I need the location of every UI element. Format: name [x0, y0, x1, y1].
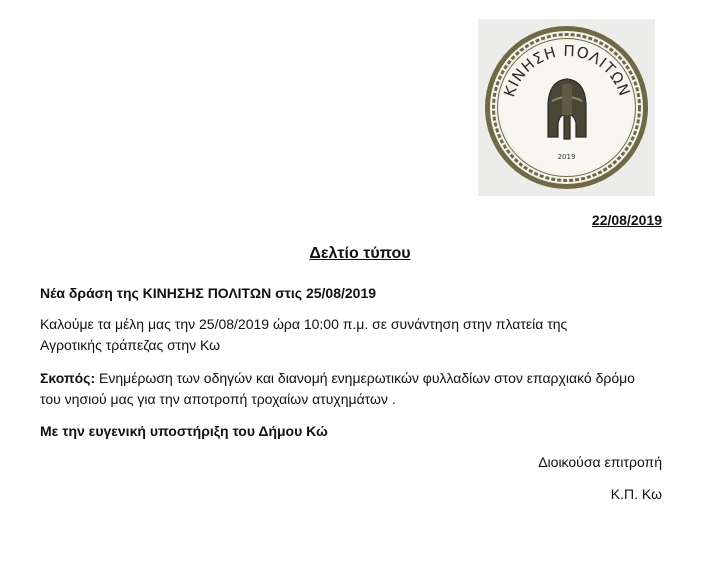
logo-circle-text: ΚΙΝΗΣΗ ΠΟΛΙΤΩΝ [500, 41, 634, 100]
document-date: 22/08/2019 [591, 212, 662, 228]
purpose-paragraph [40, 368, 680, 410]
logo-year: 2019 [557, 153, 576, 161]
organization-logo [478, 19, 655, 196]
logo-emblem-icon [478, 19, 655, 196]
invitation-line-1: Καλούμε τα μέλη μας την 25/08/2019 ώρα 10:00 π.μ. σε συνάντηση στην πλατεία της [40, 316, 568, 332]
purpose-label: Σκοπός: [40, 370, 96, 386]
document-title: Δελτίο τύπου [309, 245, 411, 262]
helmet-icon [548, 79, 586, 139]
invitation-line-2: Αγροτικής τράπεζας στην Κω [40, 337, 221, 353]
signature-organization: Κ.Π. Κω [610, 486, 662, 502]
purpose-line-2: του νησιού μας για την αποτροπή τροχαίων ατυχημάτων . [40, 391, 396, 407]
signature-committee: Διοικούσα επιτροπή [538, 454, 662, 470]
purpose-line-1: Ενημέρωση των οδηγών και διανομή ενημερωτικών φυλλαδίων στον επαρχιακό δρόμο [95, 370, 635, 386]
invitation-paragraph [40, 314, 680, 356]
support-statement: Με την ευγενική υποστήριξη του Δήμου Κώ [40, 423, 328, 439]
announcement-heading: Νέα δράση της ΚΙΝΗΣΗΣ ΠΟΛΙΤΩΝ στις 25/08/2019 [40, 285, 377, 301]
